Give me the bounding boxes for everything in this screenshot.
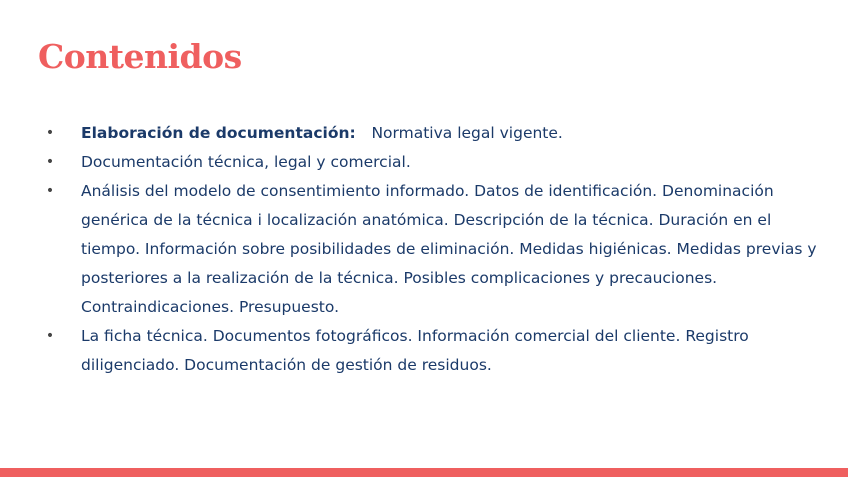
slide-title: Contenidos bbox=[38, 37, 242, 76]
list-item-bold: Elaboración de documentación: bbox=[81, 124, 367, 142]
list-item-text: Análisis del modelo de consentimiento informado. Datos de identificación. Denominación genérica de la técnica i localización anatómica. Descripción de la técnica. Duración en el tiempo. Información sobre posibilidades de eliminación. Medidas higiénicas. Medidas previas y posteriores a la realización de la técnica. Posibles complicaciones y precauciones. Contraindicaciones. Presupuesto. bbox=[81, 182, 817, 316]
bullet-icon: • bbox=[45, 183, 55, 199]
list-item-text: Documentación técnica, legal y comercial. bbox=[81, 153, 411, 171]
bullet-icon: • bbox=[45, 125, 55, 141]
content-list bbox=[44, 119, 834, 380]
bottom-accent-bar bbox=[0, 468, 848, 477]
list-item bbox=[44, 119, 834, 148]
bullet-icon: • bbox=[45, 328, 55, 344]
bullet-icon: • bbox=[45, 154, 55, 170]
list-item bbox=[44, 322, 834, 380]
list-item-text: Normativa legal vigente. bbox=[371, 124, 563, 142]
list-item-text: La ficha técnica. Documentos fotográficos. Información comercial del cliente. Registro diligenciado. Documentación de gestión de residuos. bbox=[81, 327, 749, 374]
list-item bbox=[44, 177, 834, 322]
list-item bbox=[44, 148, 834, 177]
